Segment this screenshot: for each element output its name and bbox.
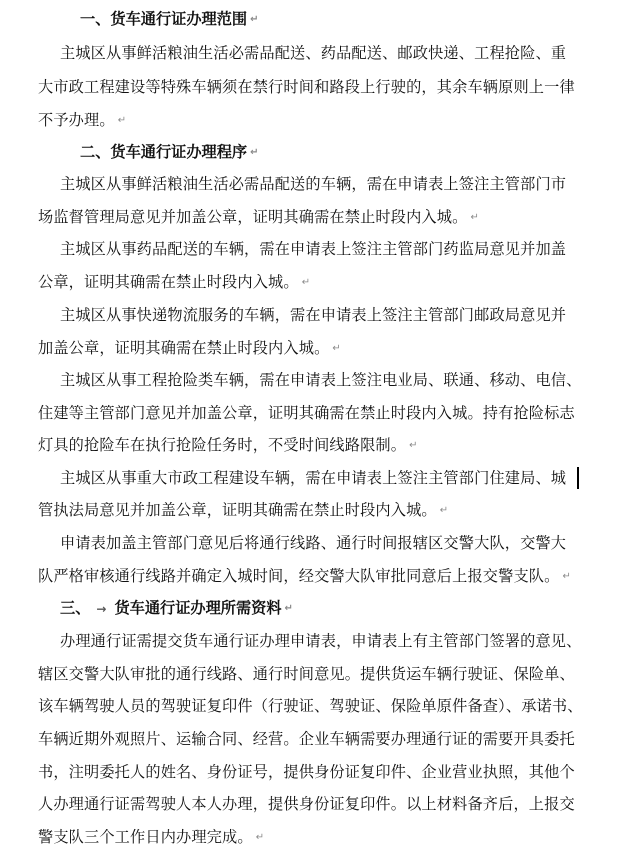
section-heading-3: 三、 → 货车通行证办理所需资料 ↵	[60, 599, 293, 617]
text-line: 书，注明委托人的姓名、身份证号，提供身份证复印件、企业营业执照，其他个	[38, 763, 575, 781]
paragraph-mark-icon: ↵	[470, 211, 479, 223]
text-cursor	[577, 467, 579, 489]
text-line: 主城区从事重大市政工程建设车辆，需在申请表上签注主管部门住建局、城	[60, 469, 567, 487]
text-line: 主城区从事药品配送的车辆，需在申请表上签注主管部门药监局意见并加盖	[60, 240, 567, 258]
text-line: 车辆近期外观照片、运输合同、经营。企业车辆需要办理通行证的需要开具委托	[38, 730, 575, 748]
paragraph-mark-icon: ↵	[284, 602, 293, 614]
paragraph-mark-icon: ↵	[409, 439, 418, 451]
paragraph-mark-icon: ↵	[439, 504, 449, 516]
text-line: 管执法局意见并加盖公章，证明其确需在禁止时段内入城。 ↵	[38, 501, 449, 519]
text-line: 加盖公章，证明其确需在禁止时段内入城。 ↵	[38, 339, 341, 357]
text-line: 场监督管理局意见并加盖公章，证明其确需在禁止时段内入城。 ↵	[38, 208, 479, 226]
text-line: 该车辆驾驶人员的驾驶证复印件（行驶证、驾驶证、保险单原件备查）、承诺书、	[38, 697, 583, 715]
section-heading-1: 一、货车通行证办理范围 ↵	[80, 10, 259, 28]
text-line: 办理通行证需提交货车通行证办理申请表，申请表上有主管部门签署的意见、	[60, 632, 582, 650]
text-line: 警支队三个工作日内办理完成。 ↵	[38, 828, 265, 846]
paragraph-mark-icon: ↵	[250, 13, 259, 25]
paragraph-mark-icon: ↵	[301, 276, 311, 288]
paragraph-mark-icon: ↵	[117, 114, 127, 126]
text-line: 公章，证明其确需在禁止时段内入城。 ↵	[38, 273, 311, 291]
section-heading-2: 二、货车通行证办理程序 ↵	[80, 143, 259, 161]
text-line: 主城区从事工程抢险类车辆，需在申请表上签注电业局、联通、移动、电信、	[60, 371, 582, 389]
text-line: 住建等主管部门意见并加盖公章，证明其确需在禁止时段内入城。持有抢险标志	[38, 404, 575, 422]
text-line: 人办理通行证需驾驶人本人办理，提供身份证复印件。以上材料备齐后，上报交	[38, 795, 575, 813]
text-line: 申请表加盖主管部门意见后将通行线路、通行时间报辖区交警大队，交警大	[60, 534, 567, 552]
tab-arrow-icon: →	[96, 602, 107, 616]
paragraph-mark-icon: ↵	[255, 831, 265, 843]
paragraph-mark-icon: ↵	[332, 342, 341, 354]
text-line: 辖区交警大队审批的通行线路、通行时间意见。提供货运车辆行驶证、保险单、	[38, 665, 575, 683]
text-line: 大市政工程建设等特殊车辆须在禁行时间和路段上行驶的，其余车辆原则上一律	[38, 78, 575, 96]
text-line: 队严格审核通行线路并确定入城时间，经交警大队审批同意后上报交警支队。 ↵	[38, 567, 572, 585]
text-line: 不予办理。 ↵	[38, 111, 127, 129]
paragraph-mark-icon: ↵	[562, 570, 572, 582]
text-line: 主城区从事鲜活粮油生活必需品配送、药品配送、邮政快递、工程抢险、重	[60, 44, 567, 62]
text-line: 主城区从事快递物流服务的车辆，需在申请表上签注主管部门邮政局意见并	[60, 306, 567, 324]
paragraph-mark-icon: ↵	[250, 146, 259, 158]
text-line: 灯具的抢险车在执行抢险任务时，不受时间线路限制。 ↵	[38, 436, 418, 454]
text-line: 主城区从事鲜活粮油生活必需品配送的车辆，需在申请表上签注主管部门市	[60, 175, 567, 193]
